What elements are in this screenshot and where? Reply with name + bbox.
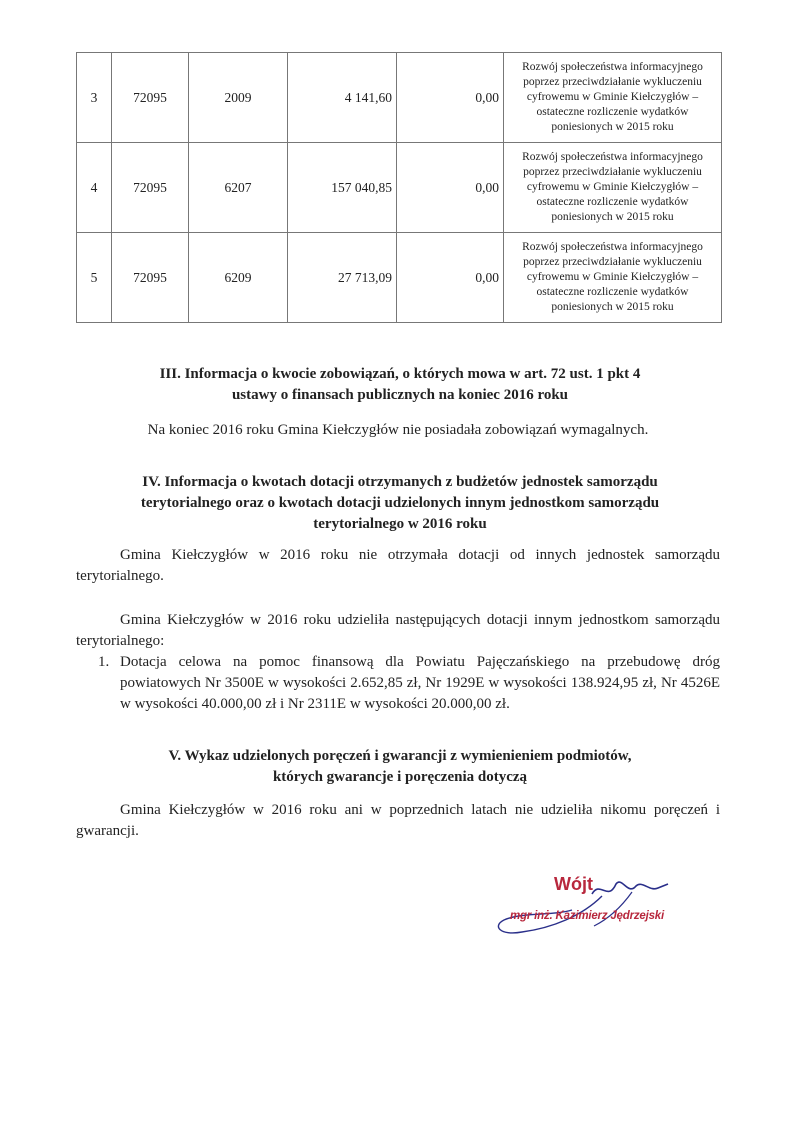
list-item [98, 652, 720, 715]
list-text: Dotacja celowa na pomoc finansową dla Powiatu Pajęczańskiego na przebudowę dróg powiatowych Nr 3500E w wysokości 2.652,85 zł, Nr 1929E w wysokości 138.924,95 zł, Nr 4526E w wysokości 40.000,00 zł i Nr 2311E w wysokości 20.000,00 zł. [120, 654, 720, 712]
heading-line: których gwarancje i poręczenia dotyczą [272, 769, 528, 785]
expenditure-table [76, 52, 722, 323]
amount-zero: 0,00 [397, 53, 504, 143]
description-line: cyfrowemu w Gminie Kiełczygłów – [526, 181, 699, 193]
section-4-paragraph-2 [76, 610, 720, 652]
paragraph-code: 6207 [189, 143, 288, 233]
paragraph-code: 6209 [189, 233, 288, 323]
section-4-heading [60, 472, 740, 535]
chapter-code: 72095 [112, 233, 189, 323]
row-number: 3 [77, 53, 112, 143]
table-row [77, 233, 722, 323]
signature-title: Wójt [554, 874, 593, 894]
heading-line: V. Wykaz udzielonych poręczeń i gwarancji z wymienieniem podmiotów, [168, 748, 632, 764]
section-5-text [76, 800, 720, 842]
description-line: cyfrowemu w Gminie Kiełczygłów – [526, 91, 699, 103]
row-number: 5 [77, 233, 112, 323]
description-line: poprzez przeciwdziałanie wykluczeniu [523, 256, 702, 268]
description [504, 143, 722, 233]
heading-line: III. Informacja o kwocie zobowiązań, o których mowa w art. 72 ust. 1 pkt 4 [159, 366, 641, 382]
description-line: Rozwój społeczeństwa informacyjnego [522, 61, 703, 73]
section-3-text: Na koniec 2016 roku Gmina Kiełczygłów nie posiadała zobowiązań wymagalnych. [147, 422, 649, 438]
description [504, 53, 722, 143]
section-3-heading [60, 364, 740, 406]
heading-line: terytorialnego w 2016 roku [313, 516, 487, 532]
amount-zero: 0,00 [397, 233, 504, 323]
amount: 157 040,85 [288, 143, 397, 233]
table-row [77, 143, 722, 233]
description-line: poniesionych w 2015 roku [551, 301, 674, 313]
chapter-code: 72095 [112, 53, 189, 143]
paragraph-text: Gmina Kiełczygłów w 2016 roku ani w poprzednich latach nie udzieliła nikomu poręczeń i gwarancji. [76, 802, 720, 839]
chapter-code: 72095 [112, 143, 189, 233]
heading-line: terytorialnego oraz o kwotach dotacji udzielonych innym jednostkom samorządu [140, 495, 660, 511]
section-5-heading [60, 746, 740, 788]
description-line: ostateczne rozliczenie wydatków [536, 106, 689, 118]
amount: 27 713,09 [288, 233, 397, 323]
description-line: poprzez przeciwdziałanie wykluczeniu [523, 76, 702, 88]
list-number: 1. [98, 654, 110, 670]
amount: 4 141,60 [288, 53, 397, 143]
heading-line: IV. Informacja o kwotach dotacji otrzymanych z budżetów jednostek samorządu [142, 474, 658, 490]
signature-block [482, 866, 682, 946]
table-row [77, 53, 722, 143]
row-number: 4 [77, 143, 112, 233]
description [504, 233, 722, 323]
section-4-paragraph-1 [76, 545, 720, 587]
description-line: Rozwój społeczeństwa informacyjnego [522, 241, 703, 253]
signature-name: mgr inż. Kazimierz Jędrzejski [510, 910, 664, 922]
description-line: ostateczne rozliczenie wydatków [536, 196, 689, 208]
paragraph-text: Gmina Kiełczygłów w 2016 roku nie otrzymała dotacji od innych jednostek samorządu terytorialnego. [76, 547, 720, 584]
description-line: ostateczne rozliczenie wydatków [536, 286, 689, 298]
heading-line: ustawy o finansach publicznych na koniec 2016 roku [231, 387, 569, 403]
description-line: poprzez przeciwdziałanie wykluczeniu [523, 166, 702, 178]
description-line: Rozwój społeczeństwa informacyjnego [522, 151, 703, 163]
description-line: poniesionych w 2015 roku [551, 211, 674, 223]
paragraph-text: Gmina Kiełczygłów w 2016 roku udzieliła następujących dotacji innym jednostkom samorządu terytorialnego: [76, 612, 720, 649]
description-line: cyfrowemu w Gminie Kiełczygłów – [526, 271, 699, 283]
paragraph-code: 2009 [189, 53, 288, 143]
amount-zero: 0,00 [397, 143, 504, 233]
description-line: poniesionych w 2015 roku [551, 121, 674, 133]
